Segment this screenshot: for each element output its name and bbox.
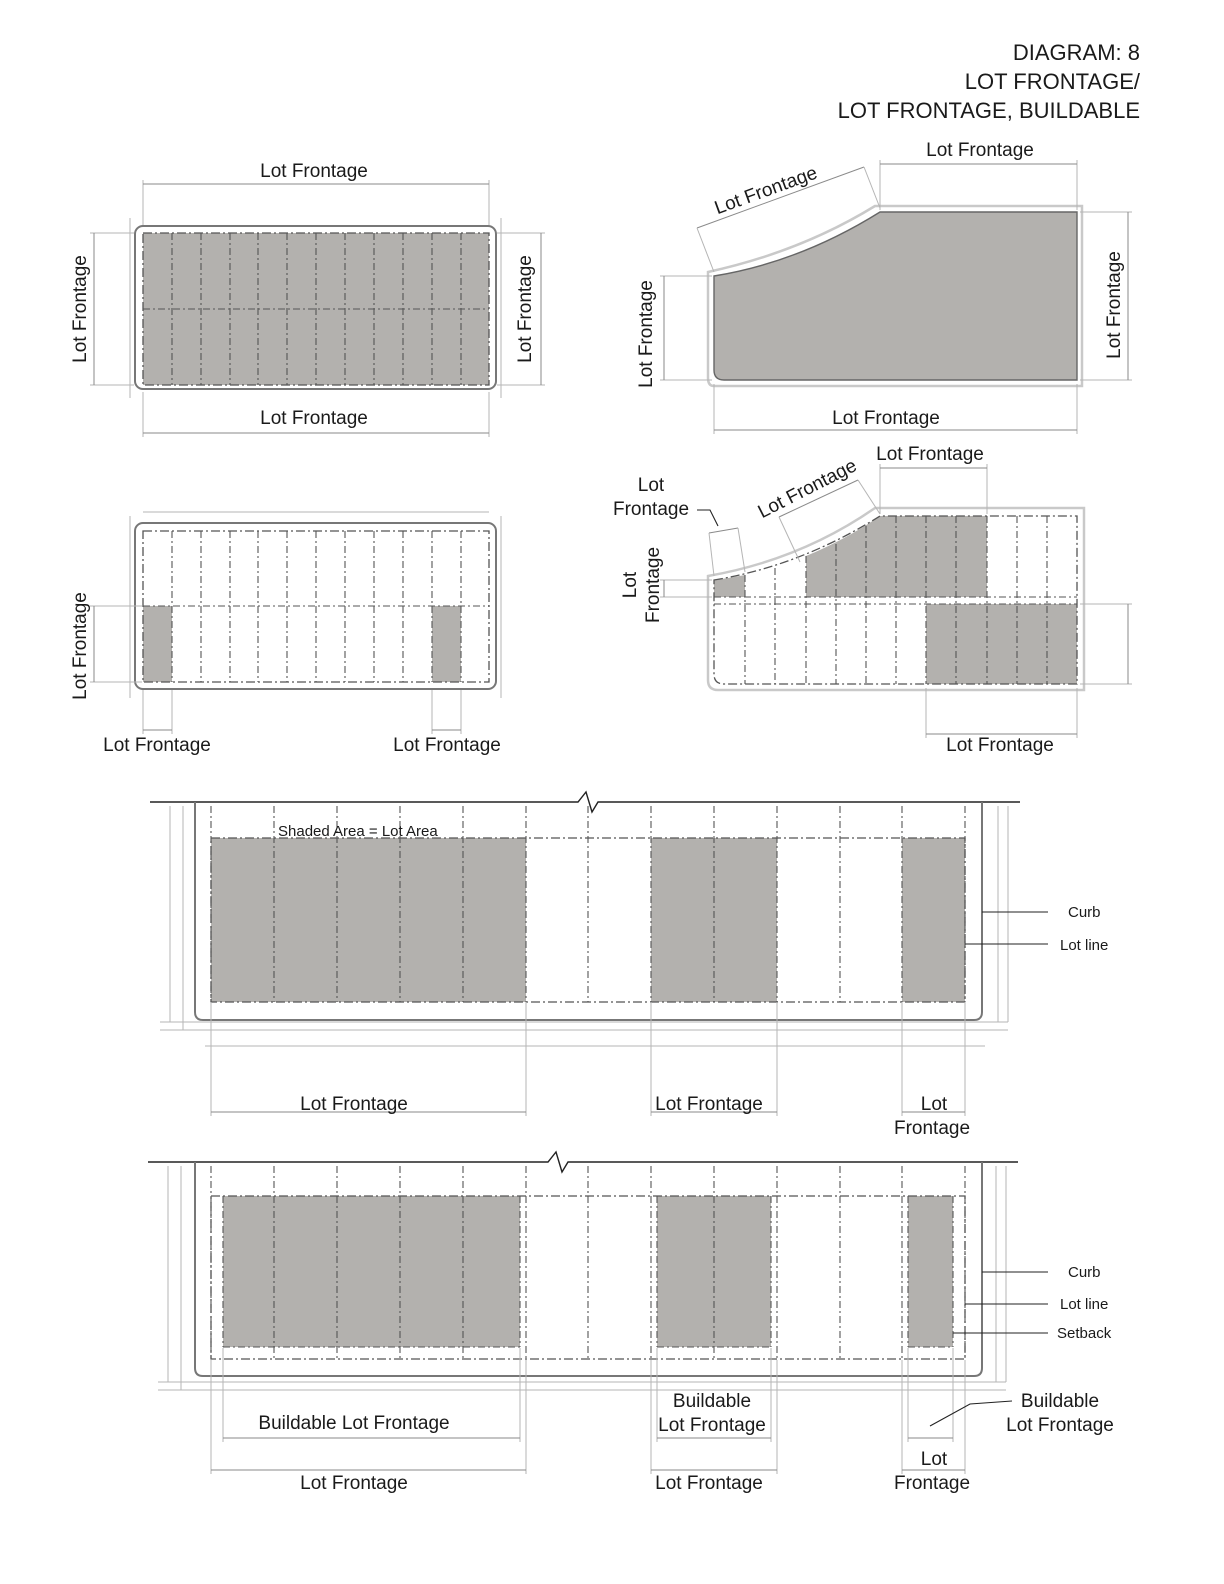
- label-buildable-lot-frontage-3-buildable: Buildable: [1020, 1391, 1100, 1412]
- panel-buildable-lot-frontage: [148, 1152, 1114, 1494]
- label-lot-frontage-bottom: Lot Frontage: [260, 408, 368, 429]
- label-curved-block-frontage-word: Frontage: [612, 499, 690, 520]
- label-lot-area-frontage-1: Lot Frontage: [300, 1094, 408, 1115]
- label-buildable-panel-frontage-1: Lot Frontage: [300, 1473, 408, 1494]
- label-buildable-panel-frontage-3-frontage: Frontage: [893, 1473, 971, 1494]
- buildable-frontage-leader: [930, 1401, 1012, 1426]
- curved-block-shaded-bottom: [926, 604, 1077, 684]
- buildable-shaded-3: [908, 1196, 953, 1347]
- label-lot-area-frontage-3-lot: Lot: [920, 1094, 948, 1115]
- label-buildable-panel-frontage-2: Lot Frontage: [655, 1473, 763, 1494]
- label-curved-lot-frontage-bottom: Lot Frontage: [832, 408, 940, 429]
- lot-area-shaded-3: [902, 838, 965, 1002]
- panel-rectangular-block-all-frontage: [70, 161, 545, 437]
- label-buildable-lot-frontage-3-lot-frontage: Lot Frontage: [1006, 1415, 1114, 1436]
- interior-lot-shaded-left: [143, 606, 172, 682]
- diagram-number: DIAGRAM: 8: [1012, 40, 1140, 65]
- buildable-street-line: [148, 1152, 1018, 1172]
- label-curved-block-lot-word: Lot: [637, 475, 665, 496]
- label-curved-lot-frontage-right: Lot Frontage: [1104, 251, 1125, 359]
- label-curved-block-side-frontage: Frontage: [643, 546, 664, 624]
- label-shaded-area-lot-area: Shaded Area = Lot Area: [278, 823, 438, 840]
- label-lot-frontage-right: Lot Frontage: [515, 255, 536, 363]
- diagram-title-line-1: LOT FRONTAGE/: [964, 69, 1140, 94]
- panel-lot-area: [150, 792, 1108, 1139]
- panel-block-interior-lots: [70, 512, 501, 756]
- label-curved-lot-frontage-arc: Lot Frontage: [711, 162, 821, 220]
- label-lot-line-2: Lot line: [1060, 1296, 1109, 1313]
- panel-curved-lot: [636, 140, 1132, 434]
- label-curved-block-frontage-bottom: Lot Frontage: [946, 735, 1054, 756]
- label-interior-lot-frontage-left-side: Lot Frontage: [70, 592, 91, 700]
- label-curved-lot-frontage-left: Lot Frontage: [636, 280, 657, 388]
- label-curved-block-frontage-arc: Lot Frontage: [754, 455, 861, 523]
- label-buildable-lot-frontage-1: Buildable Lot Frontage: [258, 1413, 450, 1434]
- label-curved-block-side-lot: Lot: [620, 571, 641, 599]
- label-lot-frontage-left: Lot Frontage: [70, 255, 91, 363]
- lot-area-street-line: [150, 792, 1020, 812]
- label-buildable-lot-frontage-2-lot-frontage: Lot Frontage: [658, 1415, 766, 1436]
- label-interior-lot-frontage-right: Lot Frontage: [393, 735, 501, 756]
- label-curved-lot-frontage-top: Lot Frontage: [926, 140, 1034, 161]
- label-curved-block-frontage-top: Lot Frontage: [876, 444, 984, 465]
- curved-block-shaded-corner: [714, 575, 745, 597]
- label-lot-area-frontage-2: Lot Frontage: [655, 1094, 763, 1115]
- label-buildable-lot-frontage-2-buildable: Buildable: [672, 1391, 752, 1412]
- curved-lot-shaded-area: [714, 212, 1077, 380]
- label-interior-lot-frontage-left: Lot Frontage: [103, 735, 211, 756]
- label-lot-area-frontage-3-frontage: Frontage: [893, 1118, 971, 1139]
- label-buildable-panel-frontage-3-lot: Lot: [920, 1449, 948, 1470]
- label-curb-1: Curb: [1068, 904, 1101, 921]
- buildable-shaded-1: [223, 1196, 520, 1347]
- interior-lot-shaded-right: [432, 606, 461, 682]
- label-lot-line-1: Lot line: [1060, 937, 1109, 954]
- buildable-dimension-lines: [211, 1348, 965, 1474]
- panel-curved-block-lots: [613, 444, 1132, 756]
- label-lot-frontage-top: Lot Frontage: [260, 161, 368, 182]
- label-setback: Setback: [1057, 1325, 1112, 1342]
- lot-area-shaded-1: [211, 838, 526, 1002]
- diagram-title-line-2: LOT FRONTAGE, BUILDABLE: [837, 98, 1140, 123]
- label-curb-2: Curb: [1068, 1264, 1101, 1281]
